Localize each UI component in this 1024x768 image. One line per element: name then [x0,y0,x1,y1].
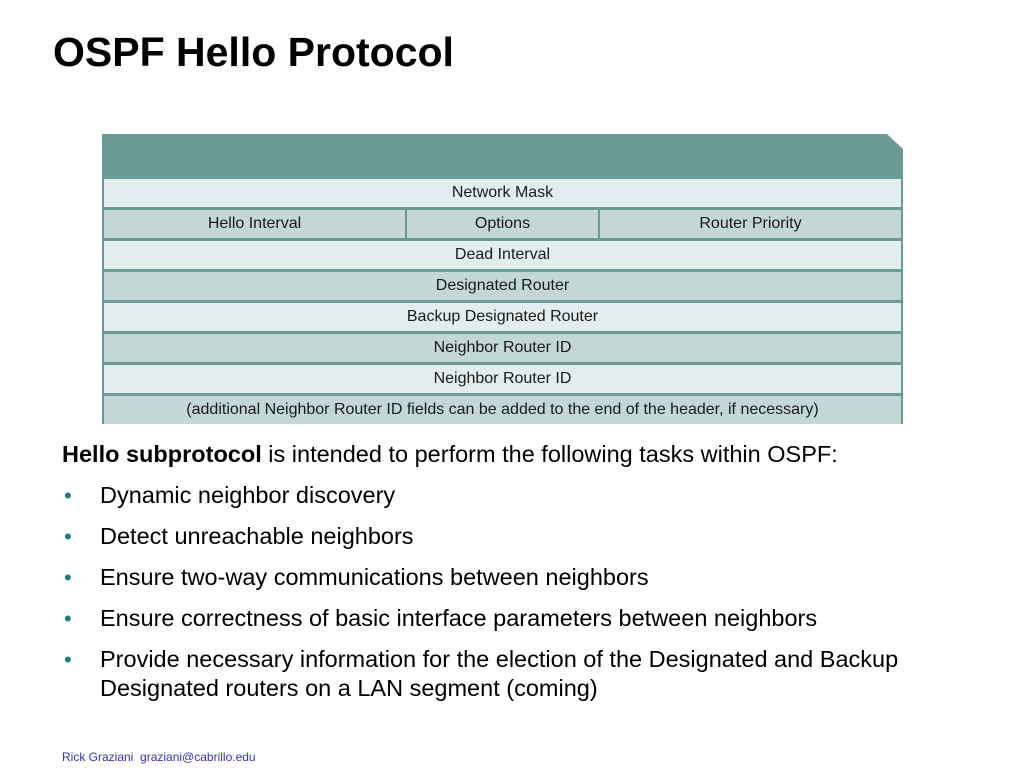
slide-body [62,440,992,715]
field-neighbor-router-id: Neighbor Router ID [104,334,901,362]
field-backup-designated-router: Backup Designated Router [104,303,901,331]
packet-body [102,177,903,424]
packet-row-network-mask [104,179,901,207]
list-item [62,645,992,703]
field-hello-interval: Hello Interval [104,210,405,238]
intro-paragraph [62,440,992,469]
field-designated-router: Designated Router [104,272,901,300]
list-item-text: Dynamic neighbor discovery [100,482,396,508]
list-item [62,481,992,510]
list-item [62,522,992,551]
list-item-text: Ensure two-way communications between neighbors [100,564,649,590]
bullet-dot-icon: • [64,483,72,508]
footer [62,750,256,764]
field-neighbor-router-id: Neighbor Router ID [104,365,901,393]
list-item [62,563,992,592]
list-item-text: Ensure correctness of basic interface parameters between neighbors [100,605,818,631]
task-list [62,481,992,703]
list-item-text: Detect unreachable neighbors [100,523,414,549]
packet-row-dead-interval [104,241,901,269]
field-router-priority: Router Priority [600,210,901,238]
bullet-dot-icon: • [64,606,72,631]
intro-bold-term: Hello subprotocol [62,441,262,467]
packet-row-neighbor-router-id-2 [104,365,901,393]
list-item [62,604,992,633]
slide-title: OSPF Hello Protocol [53,29,454,75]
packet-row-additional-neighbors [104,396,901,424]
field-dead-interval: Dead Interval [104,241,901,269]
packet-row-neighbor-router-id-1 [104,334,901,362]
field-options: Options [407,210,598,238]
footer-author: Rick Graziani [62,750,134,764]
list-item-text: Provide necessary information for the election of the Designated and Backup Designated routers on a LAN segment (coming) [100,646,899,701]
packet-row-designated-router [104,272,901,300]
intro-text: is intended to perform the following tasks within OSPF: [261,441,838,467]
bullet-dot-icon: • [64,524,72,549]
packet-header-bar [102,134,903,177]
packet-row-backup-designated-router [104,303,901,331]
bullet-dot-icon: • [64,647,72,672]
footer-email: graziani@cabrillo.edu [140,750,256,764]
field-additional-neighbor-note: (additional Neighbor Router ID fields can be added to the end of the header, if necessary) [104,396,901,424]
packet-row-hello-options-priority [104,210,901,238]
ospf-hello-packet-diagram [102,134,903,424]
field-network-mask: Network Mask [104,179,901,207]
bullet-dot-icon: • [64,565,72,590]
